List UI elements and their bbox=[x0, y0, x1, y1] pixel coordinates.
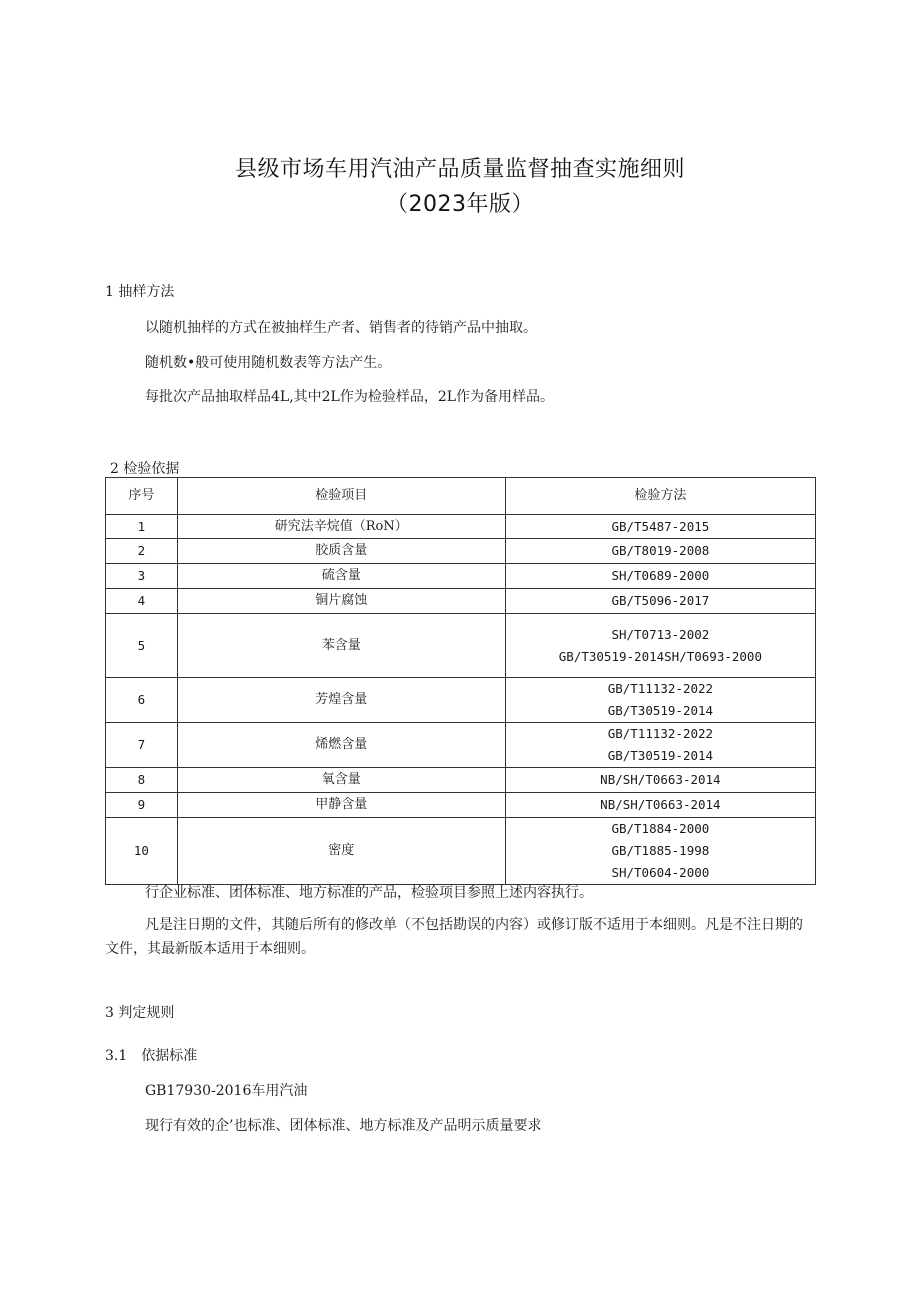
section-1-paragraph-1: 以随机抽样的方式在被抽样生产者、销售者的待销产品中抽取。 bbox=[145, 320, 537, 336]
method-code: GB/T5487-2015 bbox=[611, 518, 710, 534]
method-code: GB/T1885-1998 bbox=[611, 843, 710, 858]
table-row bbox=[106, 589, 816, 614]
method-code: GB/T30519-2014 bbox=[607, 748, 714, 763]
inspection-item: 铜片腐蚀 bbox=[177, 589, 505, 614]
method-code: SH/T0689-2000 bbox=[611, 568, 710, 583]
table-row bbox=[106, 678, 816, 723]
method-code: SH/T0713-2002 bbox=[611, 626, 710, 642]
method-code: GB/T30519-2014 bbox=[607, 703, 714, 718]
method-code: GB/T11132-2022 bbox=[607, 726, 714, 741]
row-number: 10 bbox=[106, 818, 178, 885]
inspection-item: 苯含量 bbox=[177, 614, 505, 678]
row-number: 5 bbox=[106, 614, 178, 678]
method-code: GB/T8019-2008 bbox=[611, 543, 710, 558]
table-row bbox=[106, 818, 816, 885]
method-code: GB/T1884-2000 bbox=[611, 821, 710, 836]
table-row bbox=[106, 515, 816, 539]
inspection-methods bbox=[505, 723, 815, 768]
row-number: 1 bbox=[106, 515, 178, 539]
header-no: 序号 bbox=[106, 478, 178, 515]
inspection-item: 甲静含量 bbox=[177, 793, 505, 818]
inspection-item: 研究法辛烷值（RoN） bbox=[177, 515, 505, 539]
section-1-heading: 1 抽样方法 bbox=[105, 284, 175, 300]
row-number: 6 bbox=[106, 678, 178, 723]
header-method: 检验方法 bbox=[505, 478, 815, 515]
table-header-row bbox=[106, 478, 816, 515]
inspection-methods bbox=[505, 614, 815, 678]
section-3-1-paragraph-1: GB17930-2016车用汽油 bbox=[145, 1083, 308, 1099]
row-number: 3 bbox=[106, 564, 178, 589]
inspection-item: 胶质含量 bbox=[177, 539, 505, 564]
dated-references-note: 凡是注日期的文件，其随后所有的修改单（不包括勘误的内容）或修订版不适用于本细则。凡是不注日期的文件，其最新版本适用于本细则。 bbox=[105, 917, 803, 957]
section-1-paragraph-2: 随机数•般可使用随机数表等方法产生。 bbox=[145, 355, 392, 371]
method-code: GB/T11132-2022 bbox=[607, 681, 714, 696]
section-2-heading: 2 检验依据 bbox=[110, 461, 180, 477]
table-row bbox=[106, 614, 816, 678]
row-number: 8 bbox=[106, 768, 178, 793]
method-code: GB/T5096-2017 bbox=[611, 593, 710, 608]
row-number: 4 bbox=[106, 589, 178, 614]
inspection-methods bbox=[505, 678, 815, 723]
inspection-methods bbox=[505, 818, 815, 885]
section-3-1-paragraph-2: 现行有效的企’也标准、团体标准、地方标准及产品明示质量要求 bbox=[145, 1118, 542, 1134]
inspection-item: 烯燃含量 bbox=[177, 723, 505, 768]
row-number: 2 bbox=[106, 539, 178, 564]
inspection-methods bbox=[505, 589, 815, 614]
section-3-heading: 3 判定规则 bbox=[105, 1005, 175, 1021]
inspection-methods bbox=[505, 564, 815, 589]
document-edition: （2023年版） bbox=[386, 192, 534, 217]
method-code: GB/T30519-2014SH/T0693-2000 bbox=[558, 648, 762, 664]
inspection-table bbox=[105, 477, 816, 885]
inspection-item: 氧含量 bbox=[177, 768, 505, 793]
row-number: 9 bbox=[106, 793, 178, 818]
header-item: 检验项目 bbox=[177, 478, 505, 515]
section-1-paragraph-3: 每批次产品抽取样品4L,其中2L作为检验样品，2L作为备用样品。 bbox=[145, 389, 555, 405]
table-row bbox=[106, 723, 816, 768]
inspection-methods bbox=[505, 539, 815, 564]
inspection-methods bbox=[505, 515, 815, 539]
method-code: SH/T0604-2000 bbox=[611, 865, 710, 880]
inspection-item: 密度 bbox=[177, 818, 505, 885]
inspection-item: 芳煌含量 bbox=[177, 678, 505, 723]
section-3-1-heading: 3.1 依据标准 bbox=[105, 1048, 198, 1064]
table-row bbox=[106, 539, 816, 564]
table-row bbox=[106, 564, 816, 589]
table-row bbox=[106, 768, 816, 793]
inspection-methods bbox=[505, 768, 815, 793]
inspection-methods bbox=[505, 793, 815, 818]
inspection-item: 硫含量 bbox=[177, 564, 505, 589]
method-code: NB/SH/T0663-2014 bbox=[600, 772, 721, 787]
document-title: 县级市场车用汽油产品质量监督抽查实施细则 bbox=[234, 157, 685, 182]
method-code: NB/SH/T0663-2014 bbox=[600, 797, 721, 812]
row-number: 7 bbox=[106, 723, 178, 768]
table-row bbox=[106, 793, 816, 818]
table-continuation-text: 行企业标准、团体标准、地方标准的产品，检验项目参照上述内容执行。 bbox=[145, 885, 593, 901]
